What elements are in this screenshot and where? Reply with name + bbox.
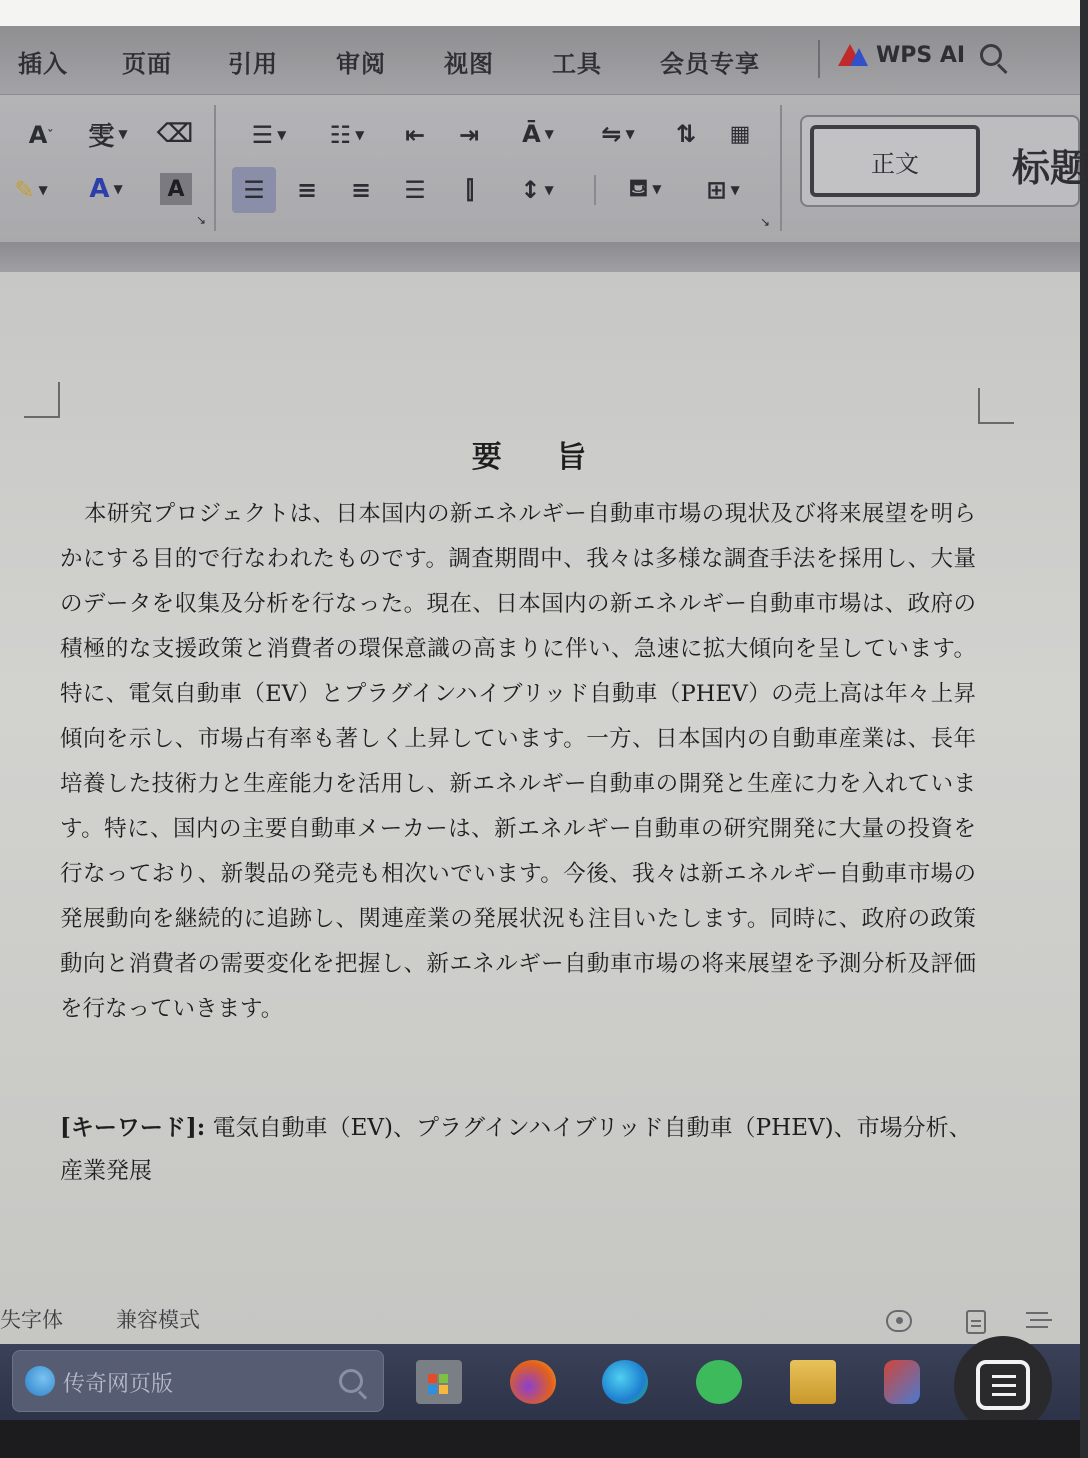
shading-icon[interactable]: ⛾ ▼: [628, 173, 662, 202]
numbered-list-icon[interactable]: ☷ ▼: [329, 121, 365, 149]
document-title: 要 旨: [471, 440, 609, 475]
menu-review[interactable]: 审阅: [336, 50, 386, 78]
style-normal-button[interactable]: 正文: [810, 125, 980, 197]
menu-divider: [818, 40, 820, 78]
menu-tools[interactable]: 工具: [552, 50, 602, 78]
wechat-app-icon[interactable]: [696, 1360, 742, 1404]
search-icon[interactable]: [980, 44, 1010, 74]
top-bezel: [0, 0, 1080, 26]
paragraph-dialog-launcher-icon[interactable]: ↘: [760, 215, 771, 229]
text-scan-icon: [976, 1360, 1030, 1410]
align-left-icon[interactable]: ☰: [232, 167, 276, 213]
align-center-icon[interactable]: ≡: [296, 176, 318, 204]
wps-ai-label: WPS AI: [876, 42, 966, 68]
highlight-icon[interactable]: ✎ ▼: [14, 176, 48, 204]
keywords-text: 電気自動車（EV)、プラグインハイブリッド自動車（PHEV)、市場分析、産業発展: [60, 1115, 972, 1184]
ribbon-separator: [780, 105, 782, 231]
firefox-app-icon[interactable]: [510, 1360, 556, 1404]
menu-insert[interactable]: 插入: [18, 50, 68, 78]
status-bar: [0, 1296, 1080, 1344]
borders-icon[interactable]: ⊞ ▼: [706, 176, 740, 204]
store-app-icon[interactable]: [416, 1360, 462, 1404]
wps-ai-logo-icon: [838, 42, 868, 68]
ribbon-separator: [214, 105, 216, 231]
menu-reference[interactable]: 引用: [228, 50, 278, 78]
text-effect-icon[interactable]: Ā ▼: [522, 120, 554, 148]
menu-view[interactable]: 视图: [444, 50, 494, 78]
eye-icon[interactable]: [886, 1310, 912, 1332]
edge-app-icon[interactable]: [602, 1360, 648, 1404]
style-heading-button[interactable]: 标题: [1012, 146, 1088, 190]
decrease-font-icon[interactable]: A ˇ: [28, 121, 54, 149]
document-body: 本研究プロジェクトは、日本国内の新エネルギー自動車市場の現状及び将来展望を明らかにする目的で行なわれたものです。調査期間中、我々は多様な調査手法を採用し、大量のデータを収集及分析を行なった。現在、日本国内の新エネルギー自動車市場は、政府の積極的な支援政策と消費者の環保意識の高まりに伴い、急速に拡大傾向を呈しています。特に、電気自動車（EV）とプラグインハイブリッド自動車（PHEV）の売上高は年々上昇傾向を示し、市場占有率も著しく上昇しています。一方、日本国内の自動車産業は、長年培養した技術力と生産能力を活用し、新エネルギー自動車の開発と生産に力を入れています。特に、国内の主要自動車メーカーは、新エネルギー自動車の研究開発に大量の投資を行なっており、新製品の発売も相次いでいます。今後、我々は新エネルギー自動車市場の発展動向を継続的に追跡し、関連産業の発展状況も注目いたします。同時に、政府の政策動向と消費者の需要変化を把握し、新エネルギー自動車市場の将来展望を予測分析及評価を行なっていきます。: [60, 501, 976, 1022]
menu-page[interactable]: 页面: [122, 50, 172, 78]
taskbar-search-placeholder: 传奇网页版: [63, 1372, 174, 1397]
keywords-label: [キーワード]:: [60, 1114, 206, 1141]
justify-icon[interactable]: ☰: [404, 176, 426, 204]
text-direction-icon[interactable]: ⇋ ▼: [601, 120, 635, 148]
document-page[interactable]: [0, 272, 1080, 1344]
align-right-icon[interactable]: ≡: [350, 176, 372, 204]
line-spacing-icon[interactable]: ↕ ▼: [520, 176, 554, 204]
bullet-list-icon[interactable]: ☰ ▼: [251, 121, 287, 149]
character-shading-icon[interactable]: A: [160, 173, 192, 205]
clear-format-icon[interactable]: ⌫: [156, 119, 194, 149]
taskbar-search[interactable]: [12, 1350, 384, 1412]
taskbar: [0, 1344, 1080, 1420]
outline-view-icon[interactable]: [1026, 1310, 1048, 1332]
font-dialog-launcher-icon[interactable]: ↘: [196, 213, 207, 227]
wps-ai-button[interactable]: [838, 42, 965, 68]
phonetic-guide-icon[interactable]: 雯 ▼: [88, 121, 128, 152]
distribute-icon[interactable]: ⫿: [466, 176, 474, 204]
menu-bar: [0, 26, 1080, 94]
style-gallery: [800, 115, 1088, 207]
sort-icon[interactable]: ⇅: [675, 120, 697, 148]
paint-app-icon[interactable]: [884, 1360, 920, 1404]
missing-font-status[interactable]: 失字体: [0, 1308, 63, 1332]
compat-mode-status: 兼容模式: [116, 1308, 200, 1332]
margin-mark-left: [24, 382, 60, 418]
decrease-indent-icon[interactable]: ⇤: [404, 121, 426, 149]
browser-logo-icon: [25, 1366, 55, 1396]
ribbon-toolbar: [0, 94, 1088, 242]
show-marks-icon[interactable]: ▦: [729, 121, 751, 147]
font-color-icon[interactable]: A ▼: [89, 174, 123, 204]
document-keywords: [60, 1106, 976, 1193]
ruler-strip: [0, 242, 1080, 272]
ribbon-separator-small: [594, 175, 596, 205]
menu-member[interactable]: 会员专享: [660, 50, 760, 78]
file-explorer-app-icon[interactable]: [790, 1360, 836, 1404]
margin-mark-right: [978, 388, 1014, 424]
page-view-icon[interactable]: [966, 1310, 986, 1334]
bottom-bezel: [0, 1420, 1080, 1458]
increase-indent-icon[interactable]: ⇥: [458, 121, 480, 149]
